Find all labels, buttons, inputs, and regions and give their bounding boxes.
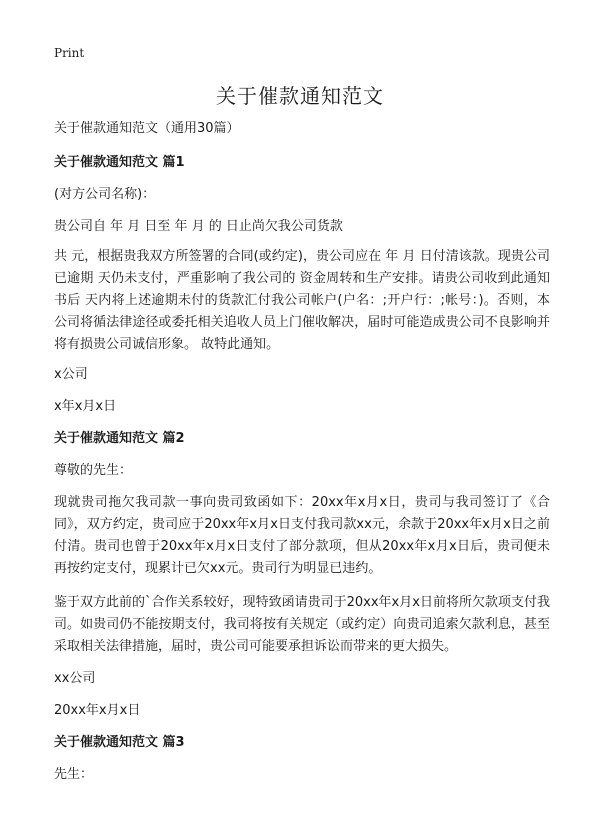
body-paragraph: 现就贵司拖欠我司款一事向贵司致函如下：20xx年x月x日，贵司与我司签订了《合同》，双方约定，贵司应于20xx年x月x日支付我司款xx元，余款于20xx年x月x日之前付清。贵司也曾于20xx年x月x日支付了部分款项，但从20xx年x月x日后，贵司便未再按约定支付，现累计已欠xx元。贵司行为明显已违约。 bbox=[54, 495, 550, 576]
print-link[interactable]: Print bbox=[54, 46, 85, 60]
section-heading-3: 关于催款通知范文 篇3 bbox=[54, 735, 185, 750]
signature-company: x公司 bbox=[54, 367, 88, 382]
signature-date: x年x月x日 bbox=[54, 399, 117, 414]
body-paragraph: 共 元，根据贵我双方所签署的合同(或约定)，贵公司应在 年 月 日付清该款。现贵公司已逾期 天仍未支付，严重影响了我公司的 资金周转和生产安排。请贵公司收到此通知书后 天内将上述逾期未付的货款汇付我公司帐户(户名：;开户行：;帐号：)。否则，本公司将循法律途径或委托相关追收人员上门催收解决，届时可能造成贵公司不良影响并将有损贵公司诚信形象。 故特此通知。 bbox=[54, 249, 550, 352]
signature-date: 20xx年x月x日 bbox=[54, 703, 141, 718]
body-line: 贵公司自 年 月 日至 年 月 的 日止尚欠我公司货款 bbox=[54, 219, 343, 234]
document-body bbox=[54, 120, 550, 784]
addressee-line: 先生： bbox=[54, 767, 94, 782]
addressee-line: (对方公司名称)： bbox=[54, 187, 156, 202]
signature-company: xx公司 bbox=[54, 671, 96, 686]
addressee-line: 尊敬的先生： bbox=[54, 463, 133, 478]
document-title: 关于催款通知范文 bbox=[216, 84, 384, 108]
document-subtitle: 关于催款通知范文（通用30篇） bbox=[54, 121, 240, 136]
body-paragraph: 鉴于双方此前的`合作关系较好，现特致函请贵司于20xx年x月x日前将所欠款项支付我司。如贵司仍不能按期支付，我司将按有关规定（或约定）向贵司追索欠款利息，甚至采取相关法律措施，届时，贵公司可能要承担诉讼而带来的更大损失。 bbox=[54, 595, 550, 654]
section-heading-2: 关于催款通知范文 篇2 bbox=[54, 431, 185, 446]
section-heading-1: 关于催款通知范文 篇1 bbox=[54, 155, 185, 170]
